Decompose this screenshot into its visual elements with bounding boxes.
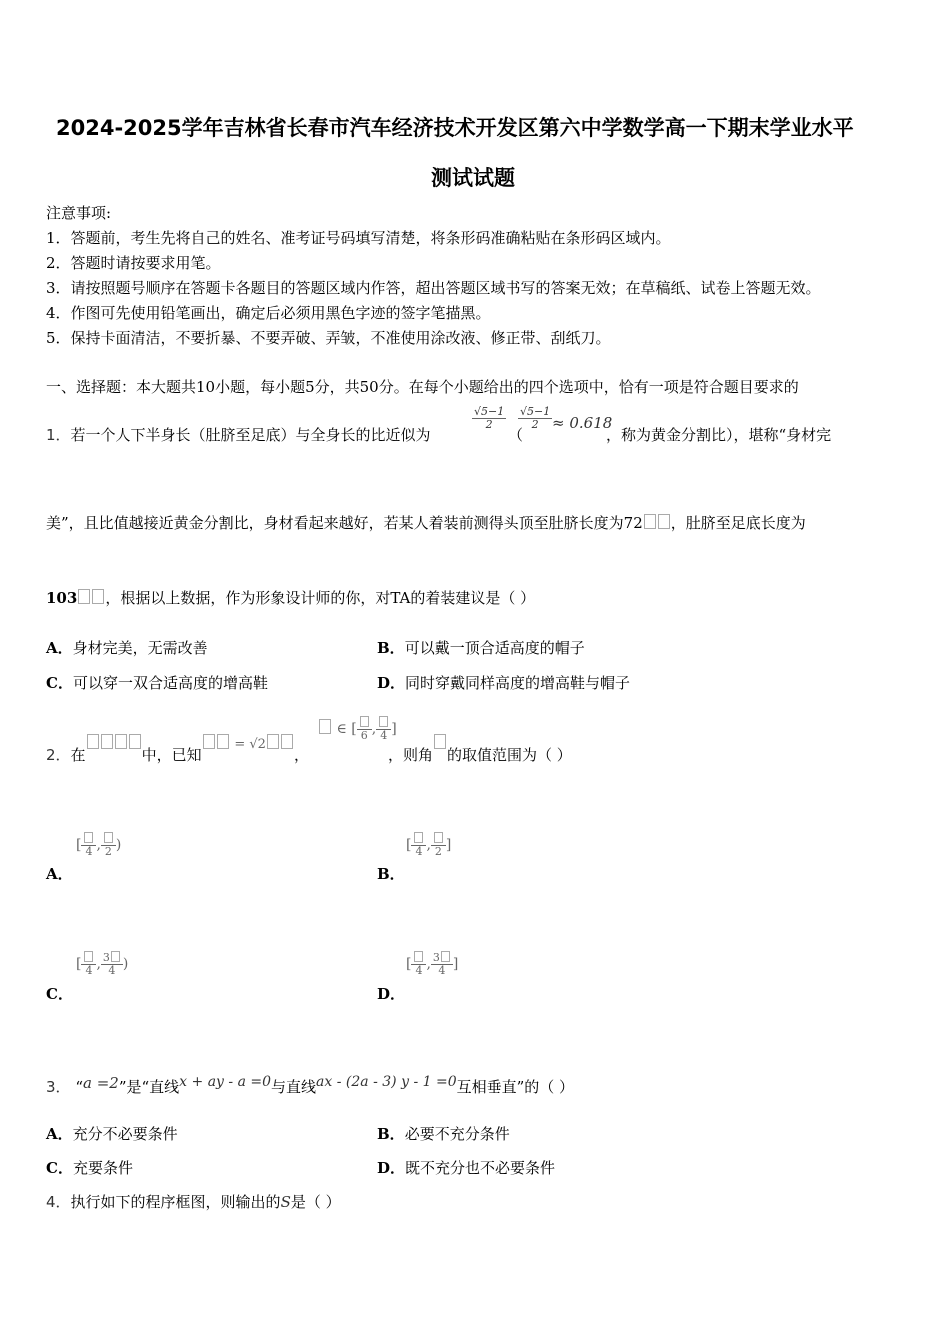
option-d[interactable]: D． [377, 985, 406, 1003]
option-c[interactable]: C． [46, 985, 73, 1003]
note-item: 1．答题前，考生先将自己的姓名、准考证号码填写清楚，将条形码准确粘贴在条形码区域内。 [46, 229, 671, 247]
q1-fraction-2: $\frac{√5-1}{2}$ [520, 405, 551, 431]
note-item: 5．保持卡面清洁，不要折暴、不要弄破、弄皱，不准使用涂改液、修正带、刮纸刀。 [46, 329, 611, 347]
q1-text: 若一个人下半身长（肚脐至足底）与全身长的比近似为 [70, 426, 431, 444]
section-heading: 一、选择题：本大题共10小题，每小题5分，共50分。在每个小题给出的四个选项中，恰有一项是符合题目要求的 [46, 378, 799, 396]
q1-paren: （ [508, 426, 524, 444]
option-a[interactable]: A．充分不必要条件 [46, 1125, 178, 1143]
note-item: 2．答题时请按要求用笔。 [46, 254, 221, 272]
option-b-math: [ 4 , 2 ] [406, 832, 451, 858]
option-b[interactable]: B．可以戴一顶合适高度的帽子 [377, 639, 585, 657]
question-2-line: 2．在 中，已知 = √2， [46, 744, 309, 765]
question-1-line1 [46, 424, 431, 445]
question-number: 3． [46, 1078, 71, 1096]
q1-fraction-1: $\frac{√5-1}{2}$ [474, 405, 505, 431]
question-4-line: 4．执行如下的程序框图，则输出的S是（ ） [46, 1193, 341, 1211]
option-c[interactable]: C．可以穿一双合适高度的增高鞋 [46, 674, 268, 692]
page-title-line2: 测试试题 [431, 166, 515, 190]
question-1-line3: 103 ，根据以上数据，作为形象设计师的你，对TA的着装建议是（ ） [46, 589, 536, 607]
q1-text-tail: ，称为黄金分割比），堪称“身材完 [606, 426, 832, 444]
option-c-math: [ 4 , $\frac{3}{4}$ ) [76, 951, 129, 977]
note-item: 4．作图可先使用铅笔画出，确定后必须用黑色字迹的签字笔描黑。 [46, 304, 491, 322]
option-a[interactable]: A．身材完美，无需改善 [46, 639, 208, 657]
question-1-line2: 美”，且比值越接近黄金分割比，身材看起来越好，若某人着装前测得头顶至肚脐长度为72 ，肚脐至足底长度为 [46, 514, 806, 532]
option-a[interactable]: A． [46, 865, 73, 883]
option-a-math: [ 4 , 2 ) [76, 832, 121, 858]
page-title: 2024-2025学年吉林省长春市汽车经济技术开发区第六中学数学高一下期末学业水平 [56, 116, 854, 140]
option-b[interactable]: B． [377, 865, 405, 883]
option-d[interactable]: D．同时穿戴同样高度的增高鞋与帽子 [377, 674, 631, 692]
question-number: 4． [46, 1193, 71, 1211]
option-d-math: [ 4 , $\frac{3}{4}$ ] [406, 951, 459, 977]
question-3-line: 3． “a =2”是“直线x + ay - a =0与直线ax - (2a - 3) y - 1 =0互相垂直”的（ ） [46, 1074, 575, 1096]
question-number: 1． [46, 426, 71, 444]
option-b[interactable]: B．必要不充分条件 [377, 1125, 510, 1143]
q1-approx: ≈ 0.618 [552, 414, 613, 432]
option-c[interactable]: C．充要条件 [46, 1159, 133, 1177]
note-item: 3．请按照题号顺序在答题卡各题目的答题区域内作答，超出答题区域书写的答案无效；在草稿纸、试卷上答题无效。 [46, 279, 821, 297]
question-number: 2． [46, 746, 71, 764]
notes-heading: 注意事项: [46, 204, 112, 222]
option-d[interactable]: D．既不充分也不必要条件 [377, 1159, 556, 1177]
q2-text-tail: ，则角 的取值范围为（ ） [388, 744, 572, 765]
q2-range: ∈ [ 6 , 4 ] [318, 716, 397, 742]
